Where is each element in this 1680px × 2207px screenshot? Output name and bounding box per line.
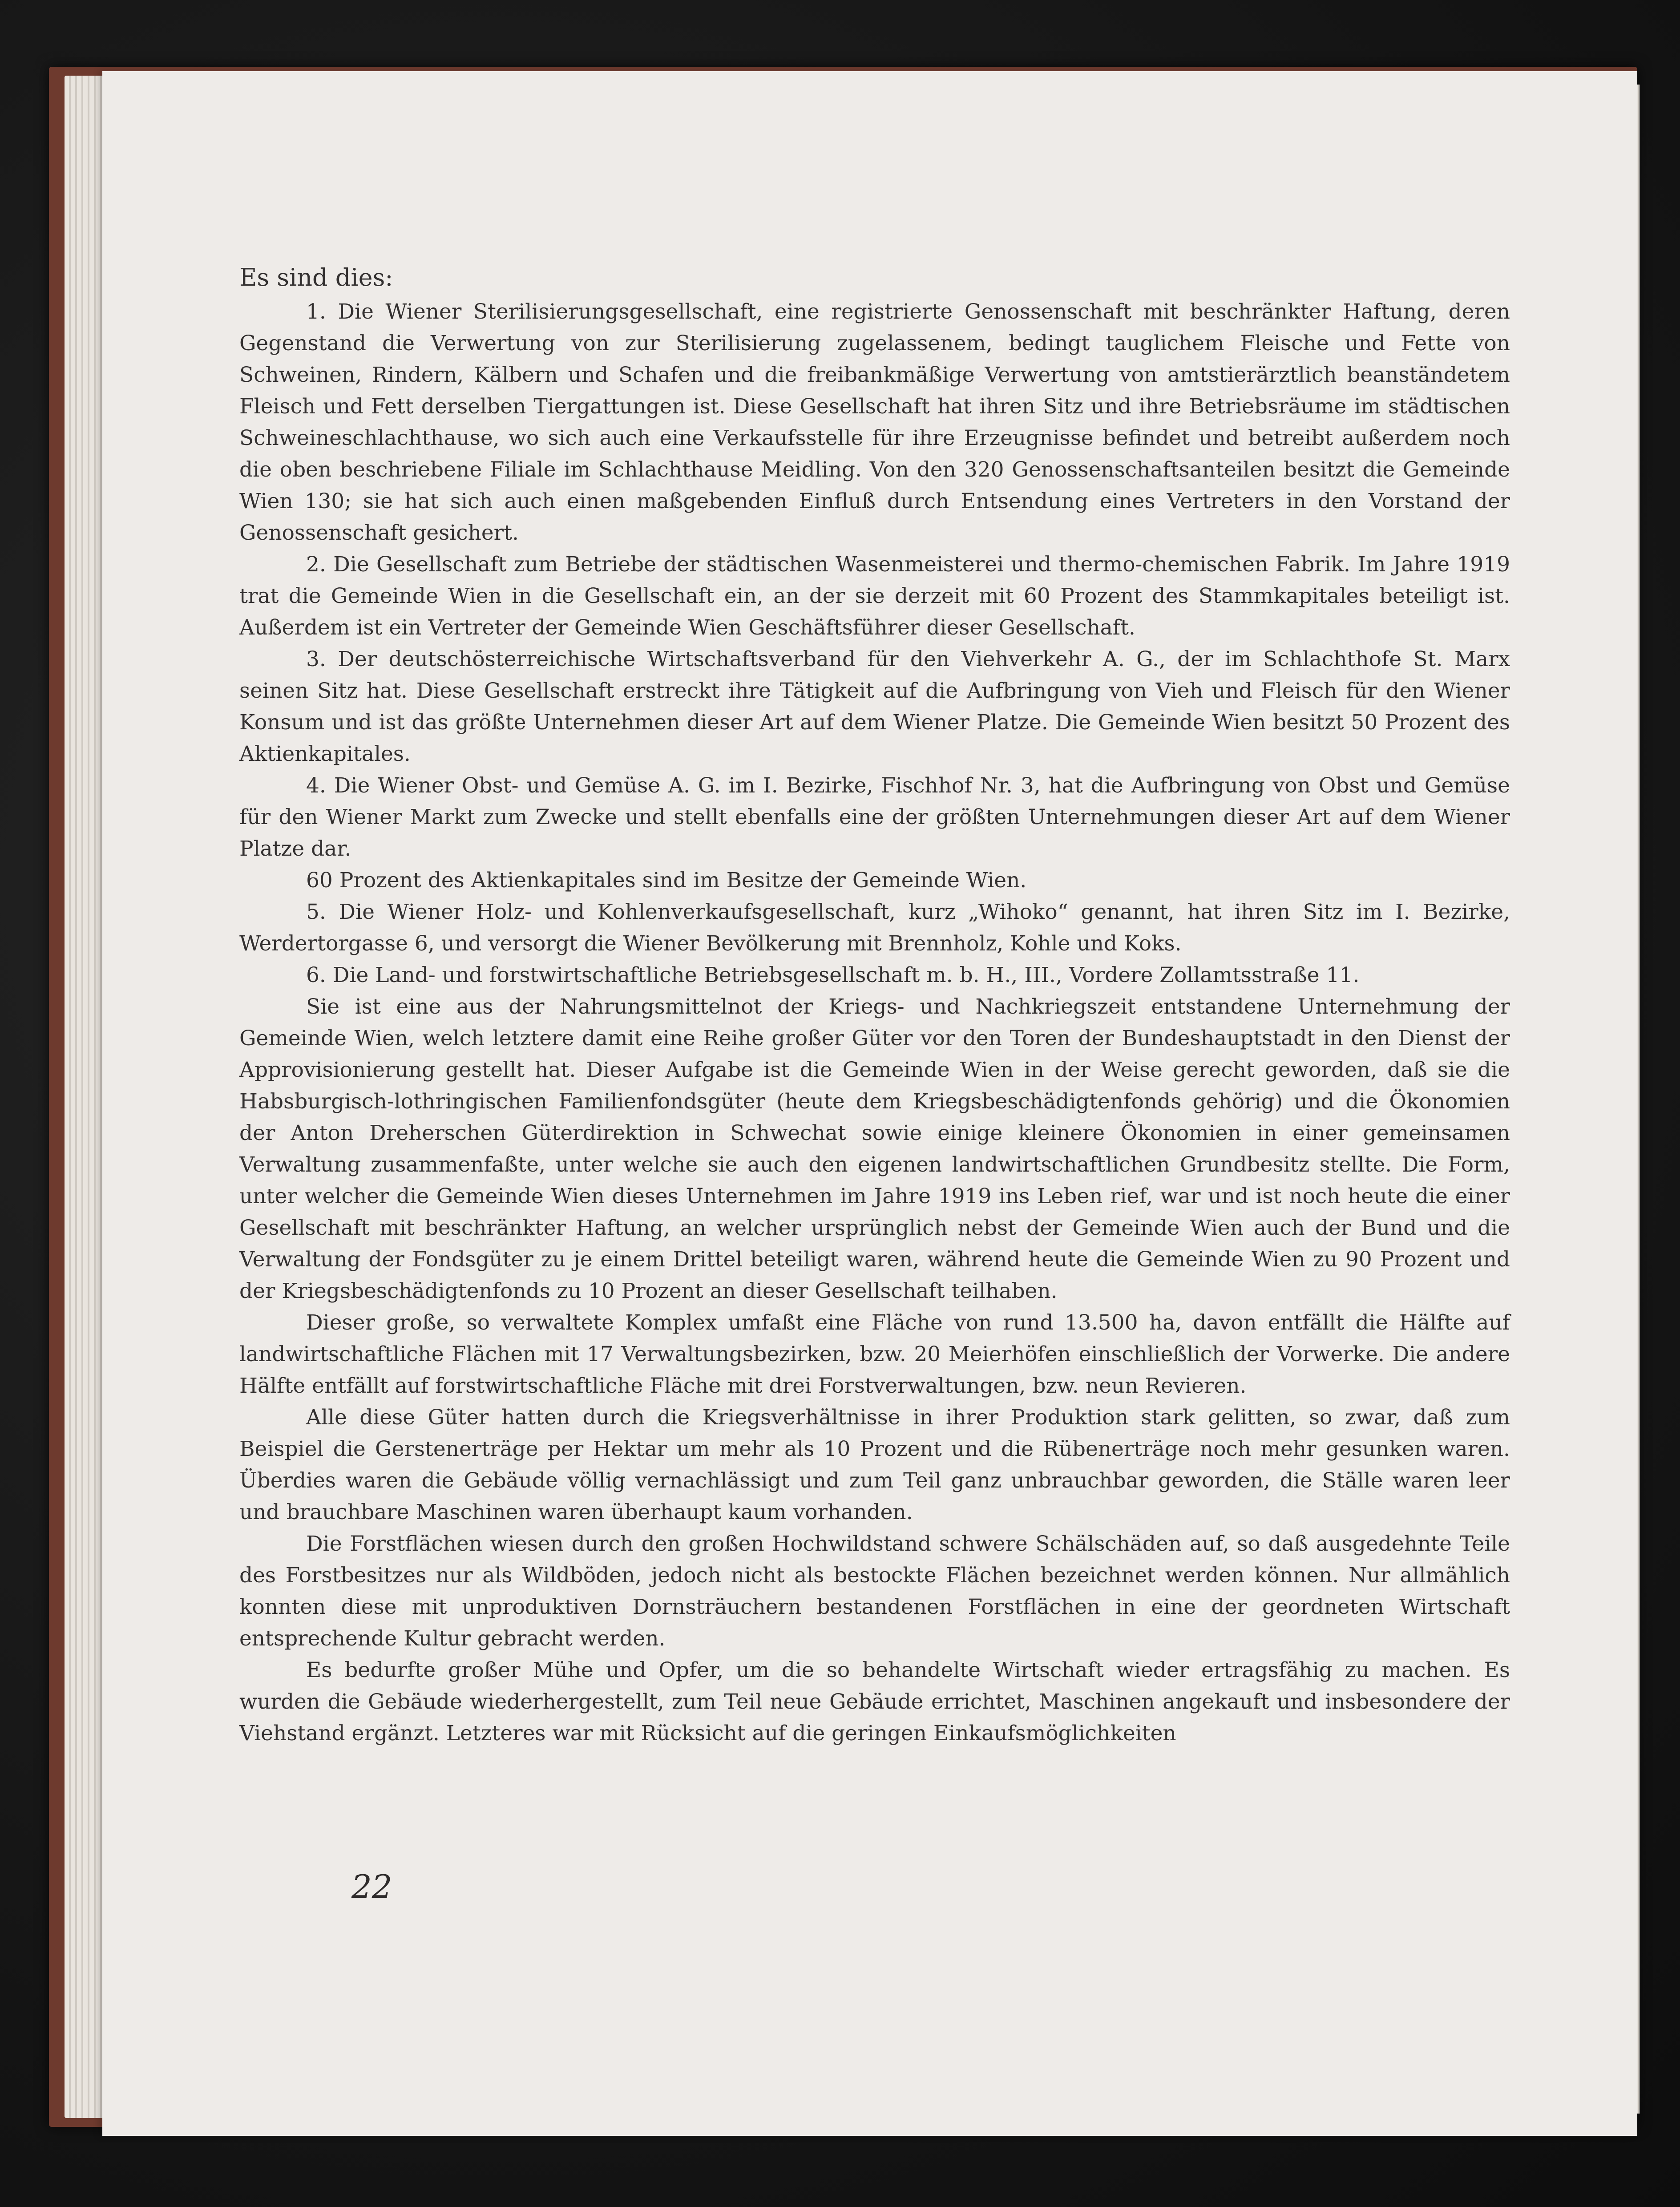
paragraph-10: Alle diese Güter hatten durch die Kriegsverhältnisse in ihrer Produktion stark gelitten, so zwar, daß zum Beispiel die Gerstenerträge per Hektar um mehr als 10 Prozent und die Rübenerträge noch mehr gesunken waren. Überdies waren die Gebäude völlig vernachlässigt und zum Teil ganz unbrauchbar geworden, die Ställe waren leer und brauchbare Maschinen waren überhaupt kaum vorhanden.	[239, 1405, 1510, 1524]
paragraph-12: Es bedurfte großer Mühe und Opfer, um die so behandelte Wirtschaft wieder ertragsfähig zu machen. Es wurden die Gebäude wiederhergestellt, zum Teil neue Gebäude errichtet, Maschinen angekauft und insbesondere der Viehstand ergänzt. Letzteres war mit Rücksicht auf die geringen Einkaufsmöglichkeiten	[239, 1658, 1510, 1746]
paragraph-4: 4. Die Wiener Obst- und Gemüse A. G. im I. Bezirke, Fischhof Nr. 3, hat die Aufbringung von Obst und Gemüse für den Wiener Markt zum Zwecke und stellt ebenfalls eine der größten Unternehmungen dieser Art auf dem Wiener Platze dar.	[239, 773, 1510, 861]
paragraph-11: Die Forstflächen wiesen durch den großen Hochwildstand schwere Schälschäden auf, so daß ausgedehnte Teile des Forstbesitzes nur als Wildböden, jedoch nicht als bestockte Flächen bezeichnet werden können. Nur allmählich konnten diese mit unproduktiven Dornsträuchern bestandenen Forstflächen in eine der geordneten Wirtschaft entsprechende Kultur gebracht werden.	[239, 1532, 1510, 1651]
paragraph-7: 6. Die Land- und forstwirtschaftliche Betriebsgesellschaft m. b. H., III., Vordere Zollamtsstraße 11.	[306, 963, 1360, 987]
page-number: 22	[351, 1868, 392, 1905]
paragraph-1: 1. Die Wiener Sterilisierungsgesellschaft, eine registrierte Genossenschaft mit beschränkter Haftung, deren Gegenstand die Verwertung von zur Sterilisierung zugelassenem, bedingt tauglichem Fleische und Fette von Schweinen, Rindern, Kälbern und Schafen und die freibankmäßige Verwertung von amtstierärztlich beanständetem Fleisch und Fett derselben Tiergattungen ist. Diese Gesellschaft hat ihren Sitz und ihre Betriebsräume im städtischen Schweineschlachthause, wo sich auch eine Verkaufsstelle für ihre Erzeugnisse befindet und betreibt außerdem noch die oben beschriebene Filiale im Schlachthause Meidling. Von den 320 Genossenschaftsanteilen besitzt die Gemeinde Wien 130; sie hat sich auch einen maßgebenden Einfluß durch Entsendung eines Vertreters in den Vorstand der Genossenschaft gesichert.	[239, 299, 1510, 545]
paragraph-3: 3. Der deutschösterreichische Wirtschaftsverband für den Viehverkehr A. G., der im Schlachthofe St. Marx seinen Sitz hat. Diese Gesellschaft erstreckt ihre Tätigkeit auf die Aufbringung von Vieh und Fleisch für den Wiener Konsum und ist das größte Unternehmen dieser Art auf dem Wiener Platze. Die Gemeinde Wien besitzt 50 Prozent des Aktienkapitales.	[239, 647, 1510, 766]
paragraph-6: 5. Die Wiener Holz- und Kohlenverkaufsgesellschaft, kurz „Wihoko“ genannt, hat ihren Sitz im I. Bezirke, Werdertorgasse 6, und versorgt die Wiener Bevölkerung mit Brennholz, Kohle und Koks.	[239, 900, 1510, 956]
page-heading: Es sind dies:	[239, 263, 393, 291]
paragraph-9: Dieser große, so verwaltete Komplex umfaßt eine Fläche von rund 13.500 ha, davon entfällt die Hälfte auf landwirtschaftliche Flächen mit 17 Verwaltungsbezirken, bzw. 20 Meierhöfen einschließlich der Vorwerke. Die andere Hälfte entfällt auf forstwirtschaftliche Fläche mit drei Forstverwaltungen, bzw. neun Revieren.	[239, 1310, 1510, 1398]
page-text	[239, 262, 1510, 1749]
paragraph-5: 60 Prozent des Aktienkapitales sind im Besitze der Gemeinde Wien.	[306, 868, 1027, 893]
paragraph-8: Sie ist eine aus der Nahrungsmittelnot der Kriegs- und Nachkriegszeit entstandene Unternehmung der Gemeinde Wien, welch letztere damit eine Reihe großer Güter vor den Toren der Bundeshauptstadt in den Dienst der Approvisionierung gestellt hat. Dieser Aufgabe ist die Gemeinde Wien in der Weise gerecht geworden, daß sie die Habsburgisch-lothringischen Familienfondsgüter (heute dem Kriegsbeschädigtenfonds gehörig) und die Ökonomien der Anton Dreherschen Güterdirektion in Schwechat sowie einige kleinere Ökonomien in einer gemeinsamen Verwaltung zusammenfaßte, unter welche sie auch den eigenen landwirtschaftlichen Grundbesitz stellte. Die Form, unter welcher die Gemeinde Wien dieses Unternehmen im Jahre 1919 ins Leben rief, war und ist noch heute die einer Gesellschaft mit beschränkter Haftung, an welcher ursprünglich nebst der Gemeinde Wien auch der Bund und die Verwaltung der Fondsgüter zu je einem Drittel beteiligt waren, während heute die Gemeinde Wien zu 90 Prozent und der Kriegsbeschädigtenfonds zu 10 Prozent an dieser Gesellschaft teilhaben.	[239, 994, 1510, 1303]
paragraph-2: 2. Die Gesellschaft zum Betriebe der städtischen Wasenmeisterei und thermo-chemischen Fabrik. Im Jahre 1919 trat die Gemeinde Wien in die Gesellschaft ein, an der sie derzeit mit 60 Prozent des Stammkapitales beteiligt ist. Außerdem ist ein Vertreter der Gemeinde Wien Geschäftsführer dieser Gesellschaft.	[239, 552, 1510, 640]
